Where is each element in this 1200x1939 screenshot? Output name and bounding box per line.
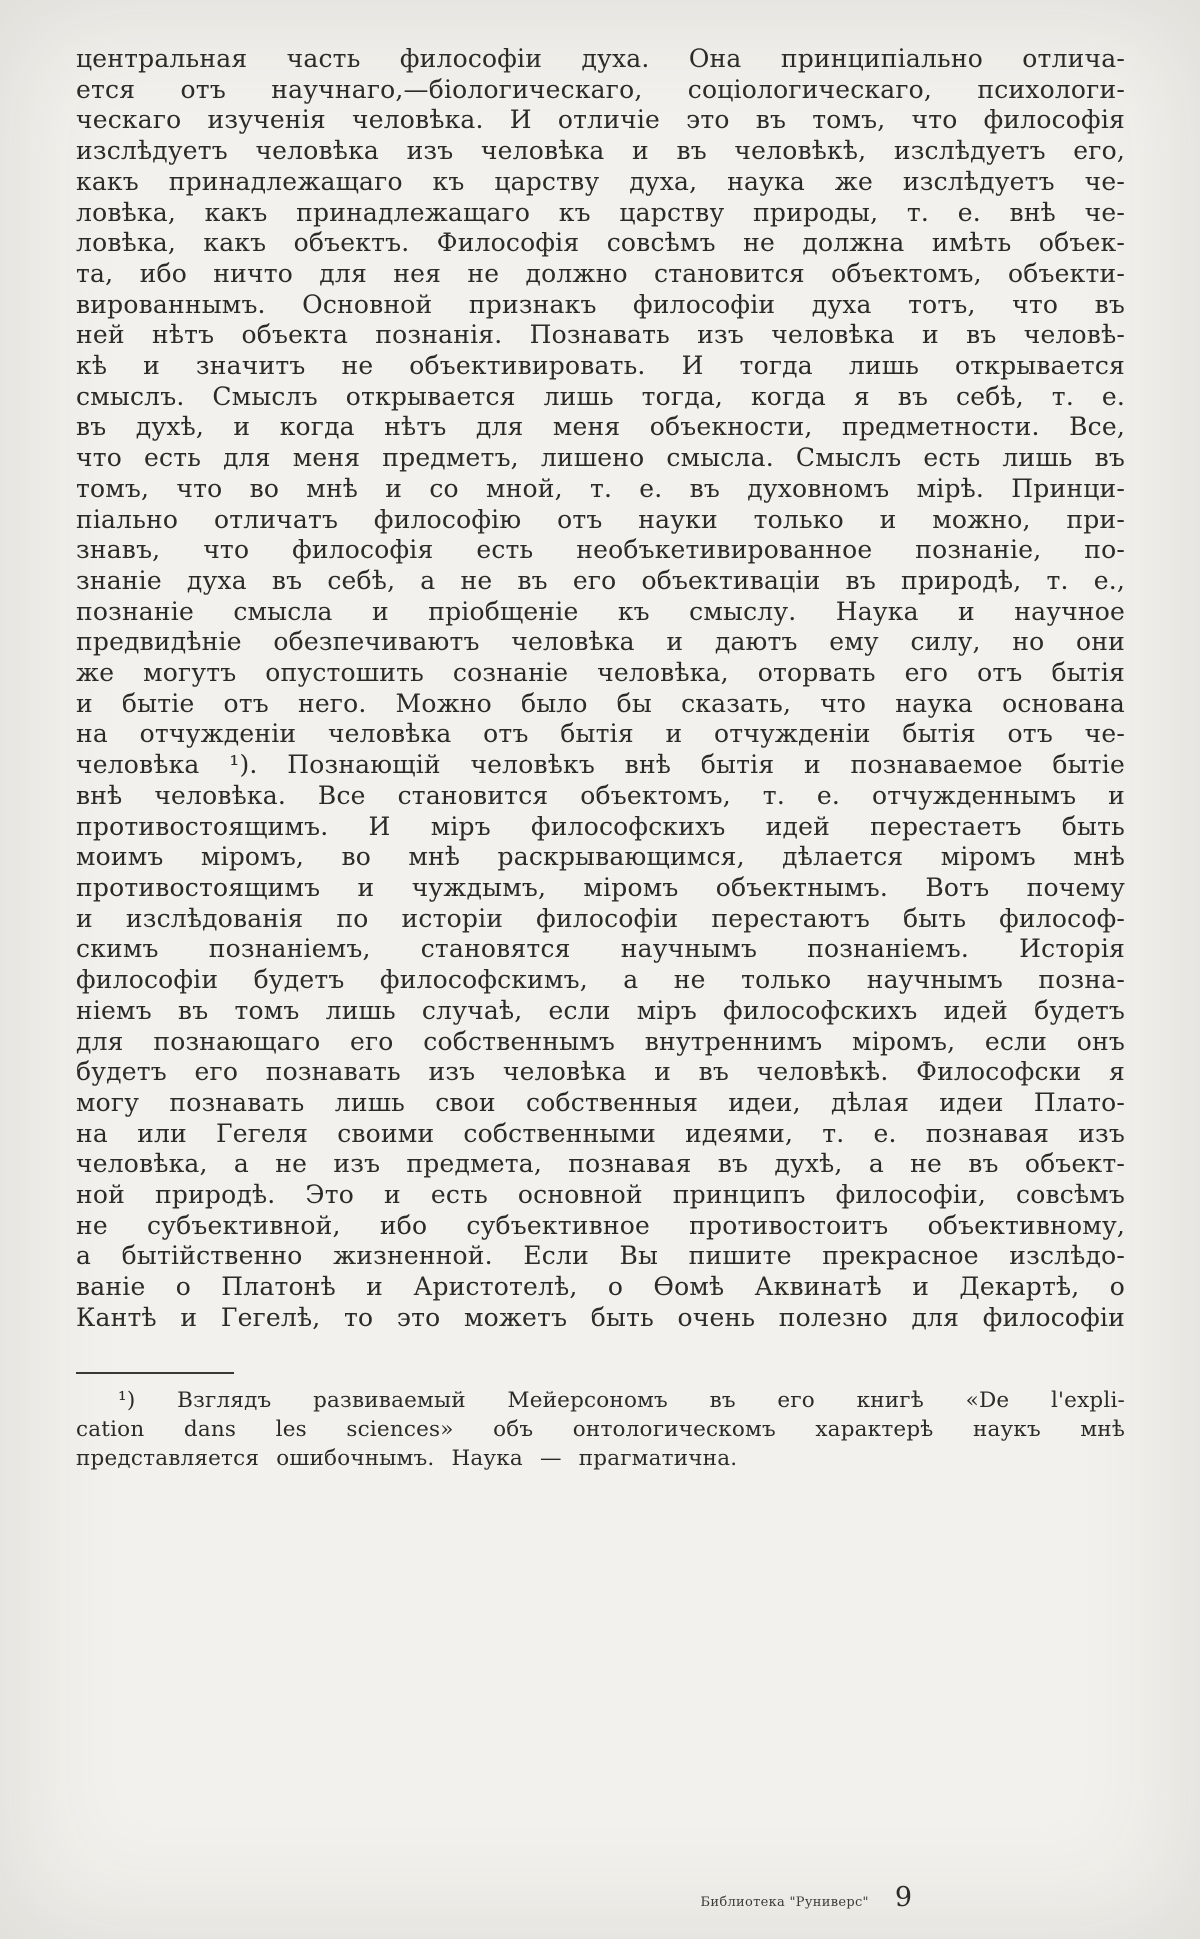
text-line: будетъ его познавать изъ человѣка и въ человѣкѣ. Философски я: [76, 1057, 1125, 1087]
text-line: ной природѣ. Это и есть основной принципъ философіи, совсѣмъ: [76, 1180, 1125, 1210]
text-line: человѣка, а не изъ предмета, познавая въ духѣ, а не въ объект-: [76, 1149, 1125, 1179]
text-line: ловѣка, какъ объектъ. Философія совсѣмъ не должна имѣть объек-: [76, 228, 1125, 258]
text-line: кѣ и значитъ не объективировать. И тогда лишь открывается: [76, 351, 1125, 381]
page-footer: [701, 1882, 912, 1913]
text-line: ловѣка, какъ принадлежащаго къ царству природы, т. е. внѣ че-: [76, 197, 1125, 227]
text-line: не субъективной, ибо субъективное противостоитъ объективному,: [76, 1210, 1125, 1240]
text-line: предвидѣніе обезпечиваютъ человѣка и даютъ ему силу, но они: [76, 627, 1125, 657]
text-line: моимъ міромъ, во мнѣ раскрывающимся, дѣлается міромъ мнѣ: [76, 842, 1125, 872]
footnote-line: ¹) Взглядъ развиваемый Мейерсономъ въ его книгѣ «De l'expli-: [118, 1387, 1125, 1413]
text-line: философіи будетъ философскимъ, а не только научнымъ позна-: [76, 965, 1125, 995]
text-line: та, ибо ничто для нея не должно становится объектомъ, объекти-: [76, 258, 1125, 288]
body-text: [76, 44, 1125, 1334]
text-line: скимъ познаніемъ, становятся научнымъ познаніемъ. Исторія: [76, 934, 1125, 964]
text-line: на или Гегеля своими собственными идеями, т. е. познавая изъ: [76, 1118, 1125, 1148]
text-line: какъ принадлежащаго къ царству духа, наука же изслѣдуетъ че-: [76, 166, 1125, 196]
text-line: изслѣдуетъ человѣка изъ человѣка и въ человѣкѣ, изслѣдуетъ его,: [76, 136, 1125, 166]
text-line: для познающаго его собственнымъ внутреннимъ міромъ, если онъ: [76, 1026, 1125, 1056]
library-watermark: Библиотека "Руниверс": [700, 1895, 869, 1910]
text-line: ней нѣтъ объекта познанія. Познавать изъ человѣка и въ человѣ-: [76, 320, 1125, 350]
page-number: 9: [894, 1882, 912, 1913]
text-line: піально отличатъ философію отъ науки только и можно, при-: [76, 504, 1125, 534]
text-line: внѣ человѣка. Все становится объектомъ, т. е. отчужденнымъ и: [76, 780, 1125, 810]
text-line: центральная часть философіи духа. Она принципіально отлича-: [76, 44, 1125, 73]
text-line: въ духѣ, и когда нѣтъ для меня объекности, предметности. Все,: [76, 412, 1125, 442]
text-line: и изслѣдованія по исторіи философіи перестаютъ быть философ-: [76, 903, 1125, 933]
text-line: ческаго изученія человѣка. И отличіе это въ томъ, что философія: [76, 105, 1125, 135]
text-line: вированнымъ. Основной признакъ философіи духа тотъ, что въ: [76, 289, 1125, 319]
text-line: познаніе смысла и пріобщеніе къ смыслу. Наука и научное: [76, 596, 1125, 626]
text-line: и бытіе отъ него. Можно было бы сказать, что наука основана: [76, 688, 1125, 718]
text-line: Кантѣ и Гегелѣ, то это можетъ быть очень полезно для философіи: [76, 1302, 1125, 1332]
text-line: противостоящимъ и чуждымъ, міромъ объектнымъ. Вотъ почему: [76, 872, 1125, 902]
footnote-line: cation dans les sciences» объ онтологическомъ характерѣ наукъ мнѣ: [76, 1416, 1125, 1442]
text-line: же могутъ опустошить сознаніе человѣка, оторвать его отъ бытія: [76, 658, 1125, 688]
text-line: человѣка ¹). Познающій человѣкъ внѣ бытія и познаваемое бытіе: [76, 750, 1125, 780]
footnote-separator: [76, 1372, 234, 1374]
footnote-line: представляется ошибочнымъ. Наука — прагматична.: [76, 1445, 738, 1471]
text-line: знавъ, что философія есть необъкетивированное познаніе, по-: [76, 535, 1125, 565]
text-line: ваніе о Платонѣ и Аристотелѣ, о Ѳомѣ Аквинатѣ и Декартѣ, о: [76, 1272, 1125, 1302]
text-line: противостоящимъ. И міръ философскихъ идей перестаетъ быть: [76, 811, 1125, 841]
text-line: томъ, что во мнѣ и со мной, т. е. въ духовномъ мірѣ. Принци-: [76, 473, 1125, 503]
text-line: ніемъ въ томъ лишь случаѣ, если міръ философскихъ идей будетъ: [76, 995, 1125, 1025]
text-line: ется отъ научнаго,—біологическаго, соціологическаго, психологи-: [76, 74, 1125, 104]
text-line: могу познавать лишь свои собственныя идеи, дѣлая идеи Плато-: [76, 1087, 1125, 1117]
text-line: что есть для меня предметъ, лишено смысла. Смыслъ есть лишь въ: [76, 443, 1125, 473]
text-line: а бытійственно жизненной. Если Вы пишите прекрасное изслѣдо-: [76, 1241, 1125, 1271]
text-line: на отчужденіи человѣка отъ бытія и отчужденіи бытія отъ че-: [76, 719, 1125, 749]
footnote: [76, 1386, 1125, 1473]
text-line: смыслъ. Смыслъ открывается лишь тогда, когда я въ себѣ, т. е.: [76, 381, 1125, 411]
text-line: знаніе духа въ себѣ, а не въ его объективаціи въ природѣ, т. е.,: [76, 565, 1125, 595]
